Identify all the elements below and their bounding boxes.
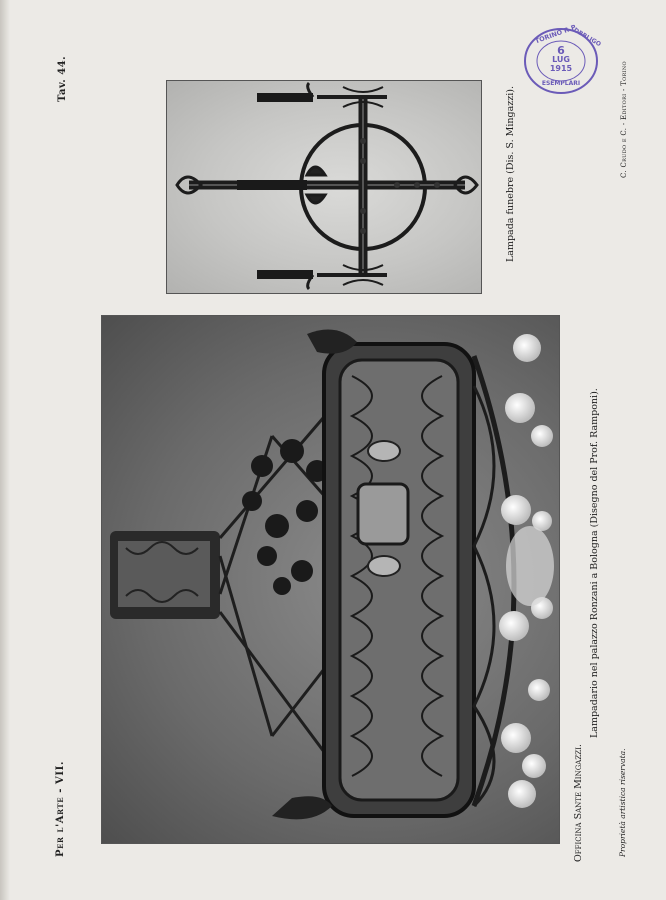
page-edge-shadow — [0, 0, 10, 900]
chandelier-caption: Lampadario nel palazzo Ronzani a Bologna (Disegno del Prof. Ramponi). — [589, 388, 600, 738]
journal-title: Per l'Arte - VII. — [55, 760, 66, 857]
stamp-month: LUG — [552, 55, 570, 64]
chandelier-illustration — [102, 316, 559, 843]
plate-number: Tav. 44. — [57, 55, 68, 102]
stamp-year: 1915 — [549, 64, 573, 73]
publisher-line: C. Crudo e C. - Editori - Torino — [620, 61, 628, 178]
funeral-lamp-illustration — [167, 81, 481, 293]
stamp-top-text: TORINO R.P. — [533, 22, 579, 46]
chandelier-photo — [101, 315, 560, 844]
rights-notice: Proprietà artistica riservata. — [618, 748, 627, 857]
lamp-caption: Lampada funebre (Dis. S. Mingazzi). — [505, 85, 516, 262]
library-stamp — [522, 22, 603, 96]
stamp-day: 6 — [557, 44, 565, 57]
workshop-caption — [573, 744, 584, 862]
stamp-right-text: OBBLIGO — [572, 26, 603, 49]
stamp-bottom-text: ESEMPLARI — [541, 80, 581, 87]
workshop-caption-text: Officina Sante Mingazzi. — [573, 744, 584, 862]
lamp-photo — [166, 80, 482, 294]
